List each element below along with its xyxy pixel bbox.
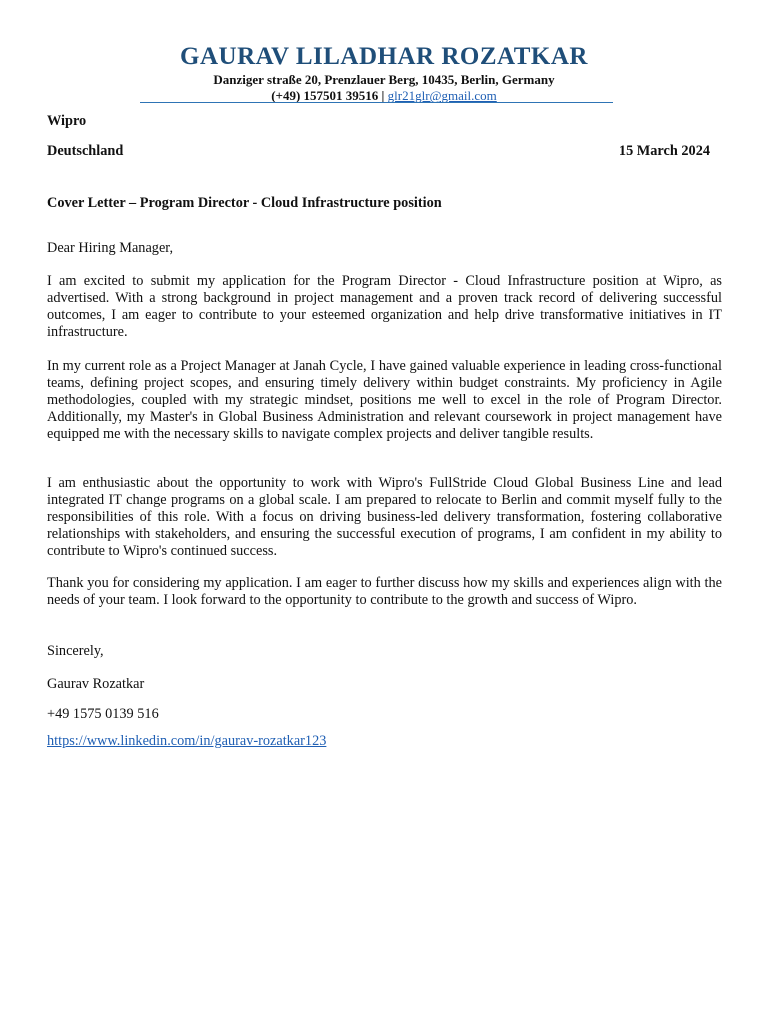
applicant-name: GAURAV LILADHAR ROZATKAR — [180, 43, 588, 70]
signature-name: Gaurav Rozatkar — [47, 676, 145, 692]
salutation: Dear Hiring Manager, — [47, 240, 174, 256]
applicant-email-link[interactable]: glr21glr@gmail.com — [387, 88, 497, 103]
applicant-address: Danziger straße 20, Prenzlauer Berg, 10435, Berlin, Germany — [213, 72, 555, 87]
paragraph-3: I am enthusiastic about the opportunity to work with Wipro's FullStride Cloud Global Business Line and lead integrated IT change programs on a global scale. I am prepared to relocate to Berlin and commit myself fully to the responsibilities of this role. With a focus on driving business-led delivery transformation, fostering collaborative relationships with stakeholders, and ensuring the successful execution of programs, I am confident in my ability to contribute to Wipro's continued success. — [47, 475, 722, 559]
paragraph-1: I am excited to submit my application for the Program Director - Cloud Infrastructure position at Wipro, as advertised. With a strong background in project management and a proven track record of delivering successful outcomes, I am eager to contribute to your esteemed organization and help drive transformative initiatives in IT infrastructure. — [47, 273, 722, 340]
closing: Sincerely, — [47, 643, 104, 659]
paragraph-2: In my current role as a Project Manager at Janah Cycle, I have gained valuable experience in leading cross-functional teams, defining project scopes, and ensuring timely delivery within budget constraints. My proficiency in Agile methodologies, coupled with my strategic mindset, positions me well to excel in the role of Program Director. Additionally, my Master's in Global Business Administration and relevant coursework in project management have equipped me with the necessary skills to navigate complex projects and deliver tangible results. — [47, 358, 722, 442]
recipient-company: Wipro — [47, 113, 87, 129]
linkedin-link[interactable]: https://www.linkedin.com/in/gaurav-rozatkar123 — [47, 733, 327, 749]
header-divider — [140, 102, 613, 103]
applicant-phone: (+49) 157501 39516 — [271, 88, 379, 103]
letter-subject: Cover Letter – Program Director - Cloud Infrastructure position — [47, 195, 442, 211]
signature-linkedin — [47, 733, 722, 750]
signature-phone: +49 1575 0139 516 — [47, 706, 159, 722]
letter-header — [0, 42, 768, 104]
contact-separator: | — [378, 88, 388, 103]
recipient-country: Deutschland — [47, 143, 124, 159]
paragraph-4: Thank you for considering my application. I am eager to further discuss how my skills and experiences align with the needs of your team. I look forward to the opportunity to contribute to the growth and success of Wipro. — [47, 575, 722, 608]
letter-date: 15 March 2024 — [618, 143, 710, 159]
